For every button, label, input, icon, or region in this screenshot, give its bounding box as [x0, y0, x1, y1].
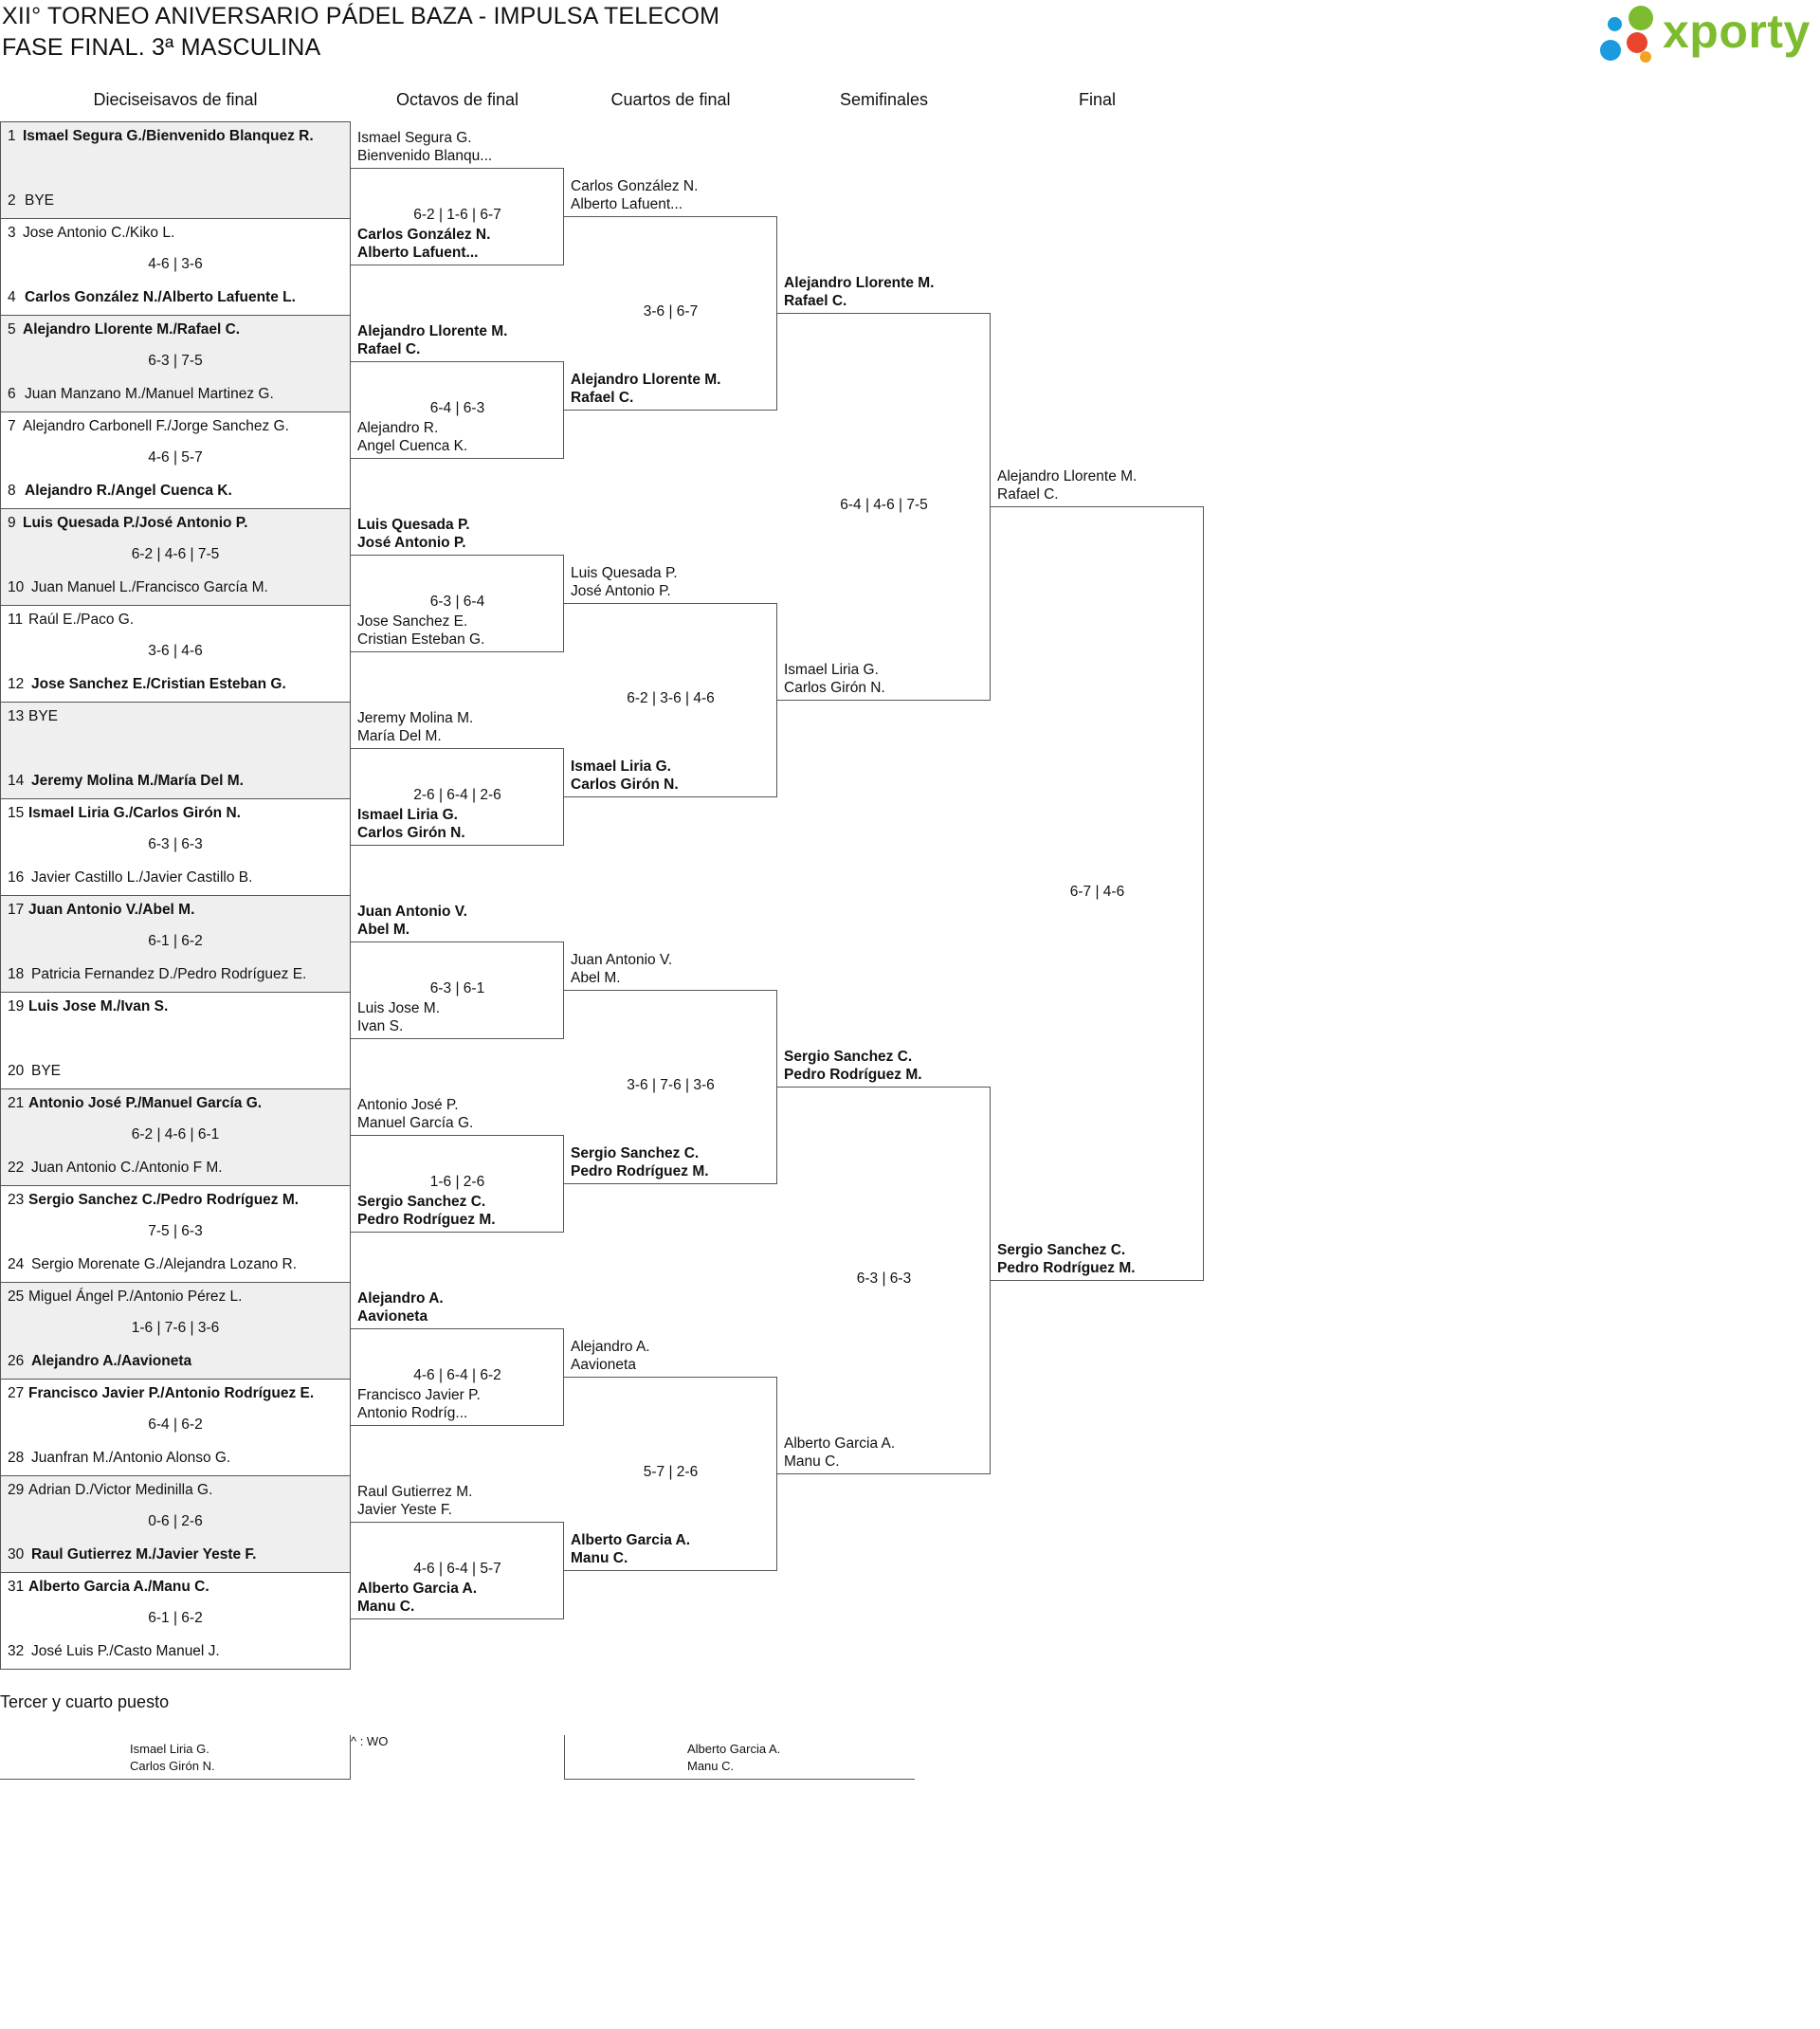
round-header-r32: Dieciseisavos de final [93, 90, 258, 109]
r32-team-top: Luis Quesada P./José Antonio P. [23, 515, 248, 531]
r16-line-top [351, 748, 564, 749]
xporty-logo [1600, 4, 1820, 64]
r32-score: 4-6 | 3-6 [148, 256, 203, 272]
qf-line-bottom [564, 796, 777, 797]
sf-team-a-2: Rafael C. [784, 293, 847, 309]
r32-team-top: Alberto Garcia A./Manu C. [28, 1579, 209, 1595]
qf-score: 6-2 | 3-6 | 4-6 [627, 690, 715, 706]
final-team-b-2: Pedro Rodríguez M. [997, 1260, 1136, 1276]
r32-seed: 7 [8, 418, 16, 434]
r32-seed: 16 [8, 869, 25, 886]
r16-team-b-1: Ismael Liria G. [357, 807, 458, 823]
r16-line-bottom [351, 845, 564, 846]
r16-score: 1-6 | 2-6 [429, 1174, 485, 1190]
r32-team-top: Ismael Segura G./Bienvenido Blanquez R. [23, 128, 314, 144]
r32-seed: 17 [8, 902, 25, 918]
final-team-a-2: Rafael C. [997, 486, 1059, 503]
qf-line-bottom [564, 1183, 777, 1184]
r32-score: 7-5 | 6-3 [148, 1223, 203, 1239]
qf-score: 3-6 | 6-7 [643, 303, 699, 320]
r16-score: 4-6 | 6-4 | 6-2 [413, 1367, 501, 1383]
r16-team-a-2: María Del M. [357, 728, 442, 744]
r32-team-top: Alejandro Carbonell F./Jorge Sanchez G. [23, 418, 289, 434]
r16-score: 2-6 | 6-4 | 2-6 [413, 787, 501, 803]
third-place-team-2-a: Alberto Garcia A. [687, 1742, 781, 1756]
r16-team-b-2: Alberto Lafuent... [357, 245, 479, 261]
qf-line-bottom [564, 1570, 777, 1571]
qf-team-a-2: Abel M. [571, 970, 621, 986]
qf-team-a-1: Juan Antonio V. [571, 952, 673, 968]
sf-line-top [777, 313, 991, 314]
r32-seed: 3 [8, 225, 16, 241]
final-line-top [991, 506, 1204, 507]
r32-seed: 15 [8, 805, 25, 821]
third-place-team-2-b: Manu C. [687, 1759, 735, 1773]
r16-line-bottom [351, 458, 564, 459]
qf-team-b-2: Manu C. [571, 1550, 628, 1566]
r16-team-b-2: Carlos Girón N. [357, 825, 465, 841]
qf-team-a-1: Luis Quesada P. [571, 565, 678, 581]
wo-note: ^ : WO [351, 1734, 389, 1748]
third-place-team-1-a: Ismael Liria G. [130, 1742, 209, 1756]
r32-team-bottom: Jeremy Molina M./María Del M. [31, 773, 244, 789]
r16-team-a-2: Abel M. [357, 922, 410, 938]
r32-seed: 18 [8, 966, 25, 982]
qf-team-b-2: Rafael C. [571, 390, 634, 406]
r16-team-b-1: Carlos González N. [357, 227, 491, 243]
r32-seed: 9 [8, 515, 16, 531]
sf-team-b-1: Alberto Garcia A. [784, 1435, 896, 1452]
r32-team-top: Sergio Sanchez C./Pedro Rodríguez M. [28, 1192, 300, 1208]
r16-line-top [351, 361, 564, 362]
r16-team-b-2: Antonio Rodríg... [357, 1405, 468, 1421]
r16-team-a-1: Alejandro A. [357, 1290, 444, 1307]
r32-seed: 2 [8, 192, 16, 209]
r32-score: 6-4 | 6-2 [148, 1417, 203, 1433]
r16-team-a-1: Raul Gutierrez M. [357, 1484, 473, 1500]
qf-team-b-2: Pedro Rodríguez M. [571, 1163, 709, 1179]
r32-team-top: Antonio José P./Manuel García G. [28, 1095, 263, 1111]
r32-score: 0-6 | 2-6 [148, 1513, 203, 1529]
qf-score: 3-6 | 7-6 | 3-6 [627, 1077, 715, 1093]
r16-line-top [351, 1135, 564, 1136]
r16-score: 6-3 | 6-1 [429, 980, 485, 996]
r16-team-a-2: Aavioneta [357, 1308, 428, 1325]
third-place-line-1 [0, 1779, 351, 1780]
sf-team-a-2: Pedro Rodríguez M. [784, 1067, 922, 1083]
r32-seed: 4 [8, 289, 16, 305]
r32-team-bottom: BYE [25, 192, 55, 209]
r16-score: 6-2 | 1-6 | 6-7 [413, 207, 501, 223]
r16-team-a-2: Manuel García G. [357, 1115, 474, 1131]
r32-team-top: BYE [28, 708, 59, 724]
round-header-final: Final [1078, 90, 1116, 109]
final-score: 6-7 | 4-6 [1069, 884, 1125, 900]
r32-seed: 8 [8, 483, 16, 499]
logo-dot-orange [1640, 51, 1651, 63]
r32-team-bottom: Javier Castillo L./Javier Castillo B. [31, 869, 253, 886]
logo-wordmark: xporty [1663, 5, 1811, 58]
qf-line-top [564, 990, 777, 991]
r32-seed: 14 [8, 773, 25, 789]
r16-line-top [351, 168, 564, 169]
r32-seed: 10 [8, 579, 25, 595]
r32-team-bottom: Raul Gutierrez M./Javier Yeste F. [31, 1546, 257, 1563]
r16-line-bottom [351, 1618, 564, 1619]
qf-line-top [564, 216, 777, 217]
r32-seed: 1 [8, 128, 16, 144]
final-team-b-1: Sergio Sanchez C. [997, 1242, 1126, 1258]
r32-score: 6-3 | 7-5 [148, 353, 203, 369]
r32-team-bottom: Carlos González N./Alberto Lafuente L. [25, 289, 296, 305]
round-header-r16: Octavos de final [395, 90, 519, 109]
r32-score: 4-6 | 5-7 [148, 449, 203, 466]
r32-seed: 11 [8, 612, 24, 628]
third-place-title: Tercer y cuarto puesto [0, 1692, 170, 1711]
qf-line-top [564, 1377, 777, 1378]
r32-seed: 21 [8, 1095, 25, 1111]
logo-dot-blue-large [1600, 40, 1621, 61]
r32-team-top: Alejandro Llorente M./Rafael C. [23, 321, 241, 338]
r16-line-bottom [351, 1038, 564, 1039]
title-line-2: FASE FINAL. 3ª MASCULINA [2, 34, 321, 61]
r16-team-b-1: Francisco Javier P. [357, 1387, 481, 1403]
r16-team-b-1: Alberto Garcia A. [357, 1581, 478, 1597]
r32-team-bottom: Patricia Fernandez D./Pedro Rodríguez E. [31, 966, 307, 982]
r32-team-bottom: Juan Antonio C./Antonio F M. [31, 1160, 223, 1176]
sf-line-bottom [777, 700, 991, 701]
r32-seed: 19 [8, 998, 25, 1014]
r16-line-top [351, 1522, 564, 1523]
r32-score: 6-1 | 6-2 [148, 1610, 203, 1626]
r32-team-top: Raúl E./Paco G. [28, 612, 135, 628]
r16-team-b-2: Manu C. [357, 1599, 415, 1615]
r32-seed: 25 [8, 1289, 25, 1305]
r16-line-bottom [351, 1232, 564, 1233]
r32-team-bottom: Jose Sanchez E./Cristian Esteban G. [31, 676, 286, 692]
r16-team-a-1: Alejandro Llorente M. [357, 323, 508, 339]
r16-team-b-2: Ivan S. [357, 1018, 404, 1034]
title-line-1: XII° TORNEO ANIVERSARIO PÁDEL BAZA - IMPULSA TELECOM [2, 3, 720, 29]
qf-line-top [564, 603, 777, 604]
r32-seed: 20 [8, 1063, 25, 1079]
r32-seed: 6 [8, 386, 16, 402]
r32-team-top: Luis Jose M./Ivan S. [28, 998, 169, 1014]
r32-score: 3-6 | 4-6 [148, 643, 203, 659]
r16-team-b-2: Cristian Esteban G. [357, 631, 485, 648]
r16-line-top [351, 555, 564, 556]
sf-team-a-1: Sergio Sanchez C. [784, 1049, 913, 1065]
r32-score: 6-1 | 6-2 [148, 933, 203, 949]
r16-team-b-1: Luis Jose M. [357, 1000, 441, 1016]
qf-score: 5-7 | 2-6 [643, 1464, 699, 1480]
r16-team-a-1: Ismael Segura G. [357, 130, 472, 146]
r16-team-a-2: José Antonio P. [357, 535, 466, 551]
r32-team-bottom: Alejandro A./Aavioneta [31, 1353, 192, 1369]
sf-line-top [777, 1087, 991, 1088]
qf-team-a-1: Carlos González N. [571, 178, 699, 194]
logo-dot-green [1629, 6, 1653, 30]
r32-team-top: Ismael Liria G./Carlos Girón N. [28, 805, 241, 821]
r16-team-a-1: Jeremy Molina M. [357, 710, 474, 726]
qf-team-a-2: José Antonio P. [571, 583, 671, 599]
r16-line-top [351, 941, 564, 942]
qf-team-b-1: Ismael Liria G. [571, 759, 671, 775]
r32-team-bottom: Sergio Morenate G./Alejandra Lozano R. [31, 1256, 298, 1272]
r16-team-a-1: Antonio José P. [357, 1097, 459, 1113]
r16-line-bottom [351, 651, 564, 652]
r16-score: 6-3 | 6-4 [429, 594, 485, 610]
qf-team-b-1: Alberto Garcia A. [571, 1532, 691, 1548]
r32-team-bottom: Alejandro R./Angel Cuenca K. [25, 483, 232, 499]
r32-seed: 23 [8, 1192, 25, 1208]
round-header-sf: Semifinales [839, 90, 929, 109]
r32-team-bottom: José Luis P./Casto Manuel J. [31, 1643, 220, 1659]
r32-seed: 12 [8, 676, 25, 692]
r16-score: 4-6 | 6-4 | 5-7 [413, 1561, 501, 1577]
r16-team-a-1: Luis Quesada P. [357, 517, 470, 533]
r16-team-b-2: Pedro Rodríguez M. [357, 1212, 496, 1228]
final-team-a-1: Alejandro Llorente M. [997, 468, 1138, 484]
sf-team-a-1: Alejandro Llorente M. [784, 275, 935, 291]
r32-score: 6-2 | 4-6 | 6-1 [131, 1126, 220, 1142]
r16-line-top [351, 1328, 564, 1329]
r16-line-bottom [351, 1425, 564, 1426]
r32-team-top: Jose Antonio C./Kiko L. [23, 225, 175, 241]
r16-team-a-1: Juan Antonio V. [357, 904, 467, 920]
r32-team-bottom: BYE [31, 1063, 62, 1079]
qf-team-b-2: Carlos Girón N. [571, 777, 679, 793]
r32-seed: 22 [8, 1160, 25, 1176]
r32-seed: 27 [8, 1385, 25, 1401]
r32-team-top: Adrian D./Victor Medinilla G. [28, 1482, 213, 1498]
r16-score: 6-4 | 6-3 [429, 400, 485, 416]
qf-team-a-2: Aavioneta [571, 1357, 636, 1373]
r32-seed: 30 [8, 1546, 25, 1563]
qf-team-a-2: Alberto Lafuent... [571, 196, 683, 212]
r32-team-bottom: Juan Manzano M./Manuel Martinez G. [25, 386, 274, 402]
sf-team-b-2: Manu C. [784, 1453, 840, 1470]
r32-seed: 5 [8, 321, 16, 338]
r16-team-a-2: Javier Yeste F. [357, 1502, 452, 1518]
r16-team-a-2: Rafael C. [357, 341, 421, 357]
sf-line-bottom [777, 1473, 991, 1474]
third-place-team-1-b: Carlos Girón N. [130, 1759, 215, 1773]
final-line-bottom [991, 1280, 1204, 1281]
qf-team-a-1: Alejandro A. [571, 1339, 650, 1355]
r32-seed: 24 [8, 1256, 25, 1272]
logo-dot-red [1627, 32, 1647, 53]
logo-dot-blue [1608, 17, 1622, 31]
r32-seed: 31 [8, 1579, 25, 1595]
sf-score: 6-4 | 4-6 | 7-5 [840, 497, 928, 513]
r32-seed: 32 [8, 1643, 25, 1659]
r32-seed: 28 [8, 1450, 25, 1466]
sf-team-b-1: Ismael Liria G. [784, 662, 879, 678]
r32-team-top: Juan Antonio V./Abel M. [28, 902, 195, 918]
r32-team-top: Francisco Javier P./Antonio Rodríguez E. [28, 1385, 315, 1401]
qf-line-bottom [564, 410, 777, 411]
r32-seed: 13 [8, 708, 25, 724]
r32-seed: 29 [8, 1482, 25, 1498]
round-header-qf: Cuartos de final [610, 90, 731, 109]
r32-team-bottom: Juan Manuel L./Francisco García M. [31, 579, 268, 595]
qf-team-b-1: Sergio Sanchez C. [571, 1145, 700, 1161]
qf-team-b-1: Alejandro Llorente M. [571, 372, 721, 388]
r32-team-bottom: Juanfran M./Antonio Alonso G. [31, 1450, 231, 1466]
r32-score: 6-3 | 6-3 [148, 836, 203, 852]
r32-score: 1-6 | 7-6 | 3-6 [131, 1320, 220, 1336]
r32-score: 6-2 | 4-6 | 7-5 [131, 546, 220, 562]
r16-team-b-1: Jose Sanchez E. [357, 613, 468, 630]
r32-team-top: Miguel Ángel P./Antonio Pérez L. [28, 1289, 243, 1305]
third-place-line-2 [564, 1779, 915, 1780]
r16-team-b-2: Angel Cuenca K. [357, 438, 468, 454]
r16-team-a-2: Bienvenido Blanqu... [357, 148, 493, 164]
sf-score: 6-3 | 6-3 [856, 1270, 912, 1287]
sf-team-b-2: Carlos Girón N. [784, 680, 885, 696]
third-place-connector-2 [564, 1735, 565, 1780]
r16-team-b-1: Alejandro R. [357, 420, 439, 436]
r32-seed: 26 [8, 1353, 25, 1369]
r16-team-b-1: Sergio Sanchez C. [357, 1194, 486, 1210]
